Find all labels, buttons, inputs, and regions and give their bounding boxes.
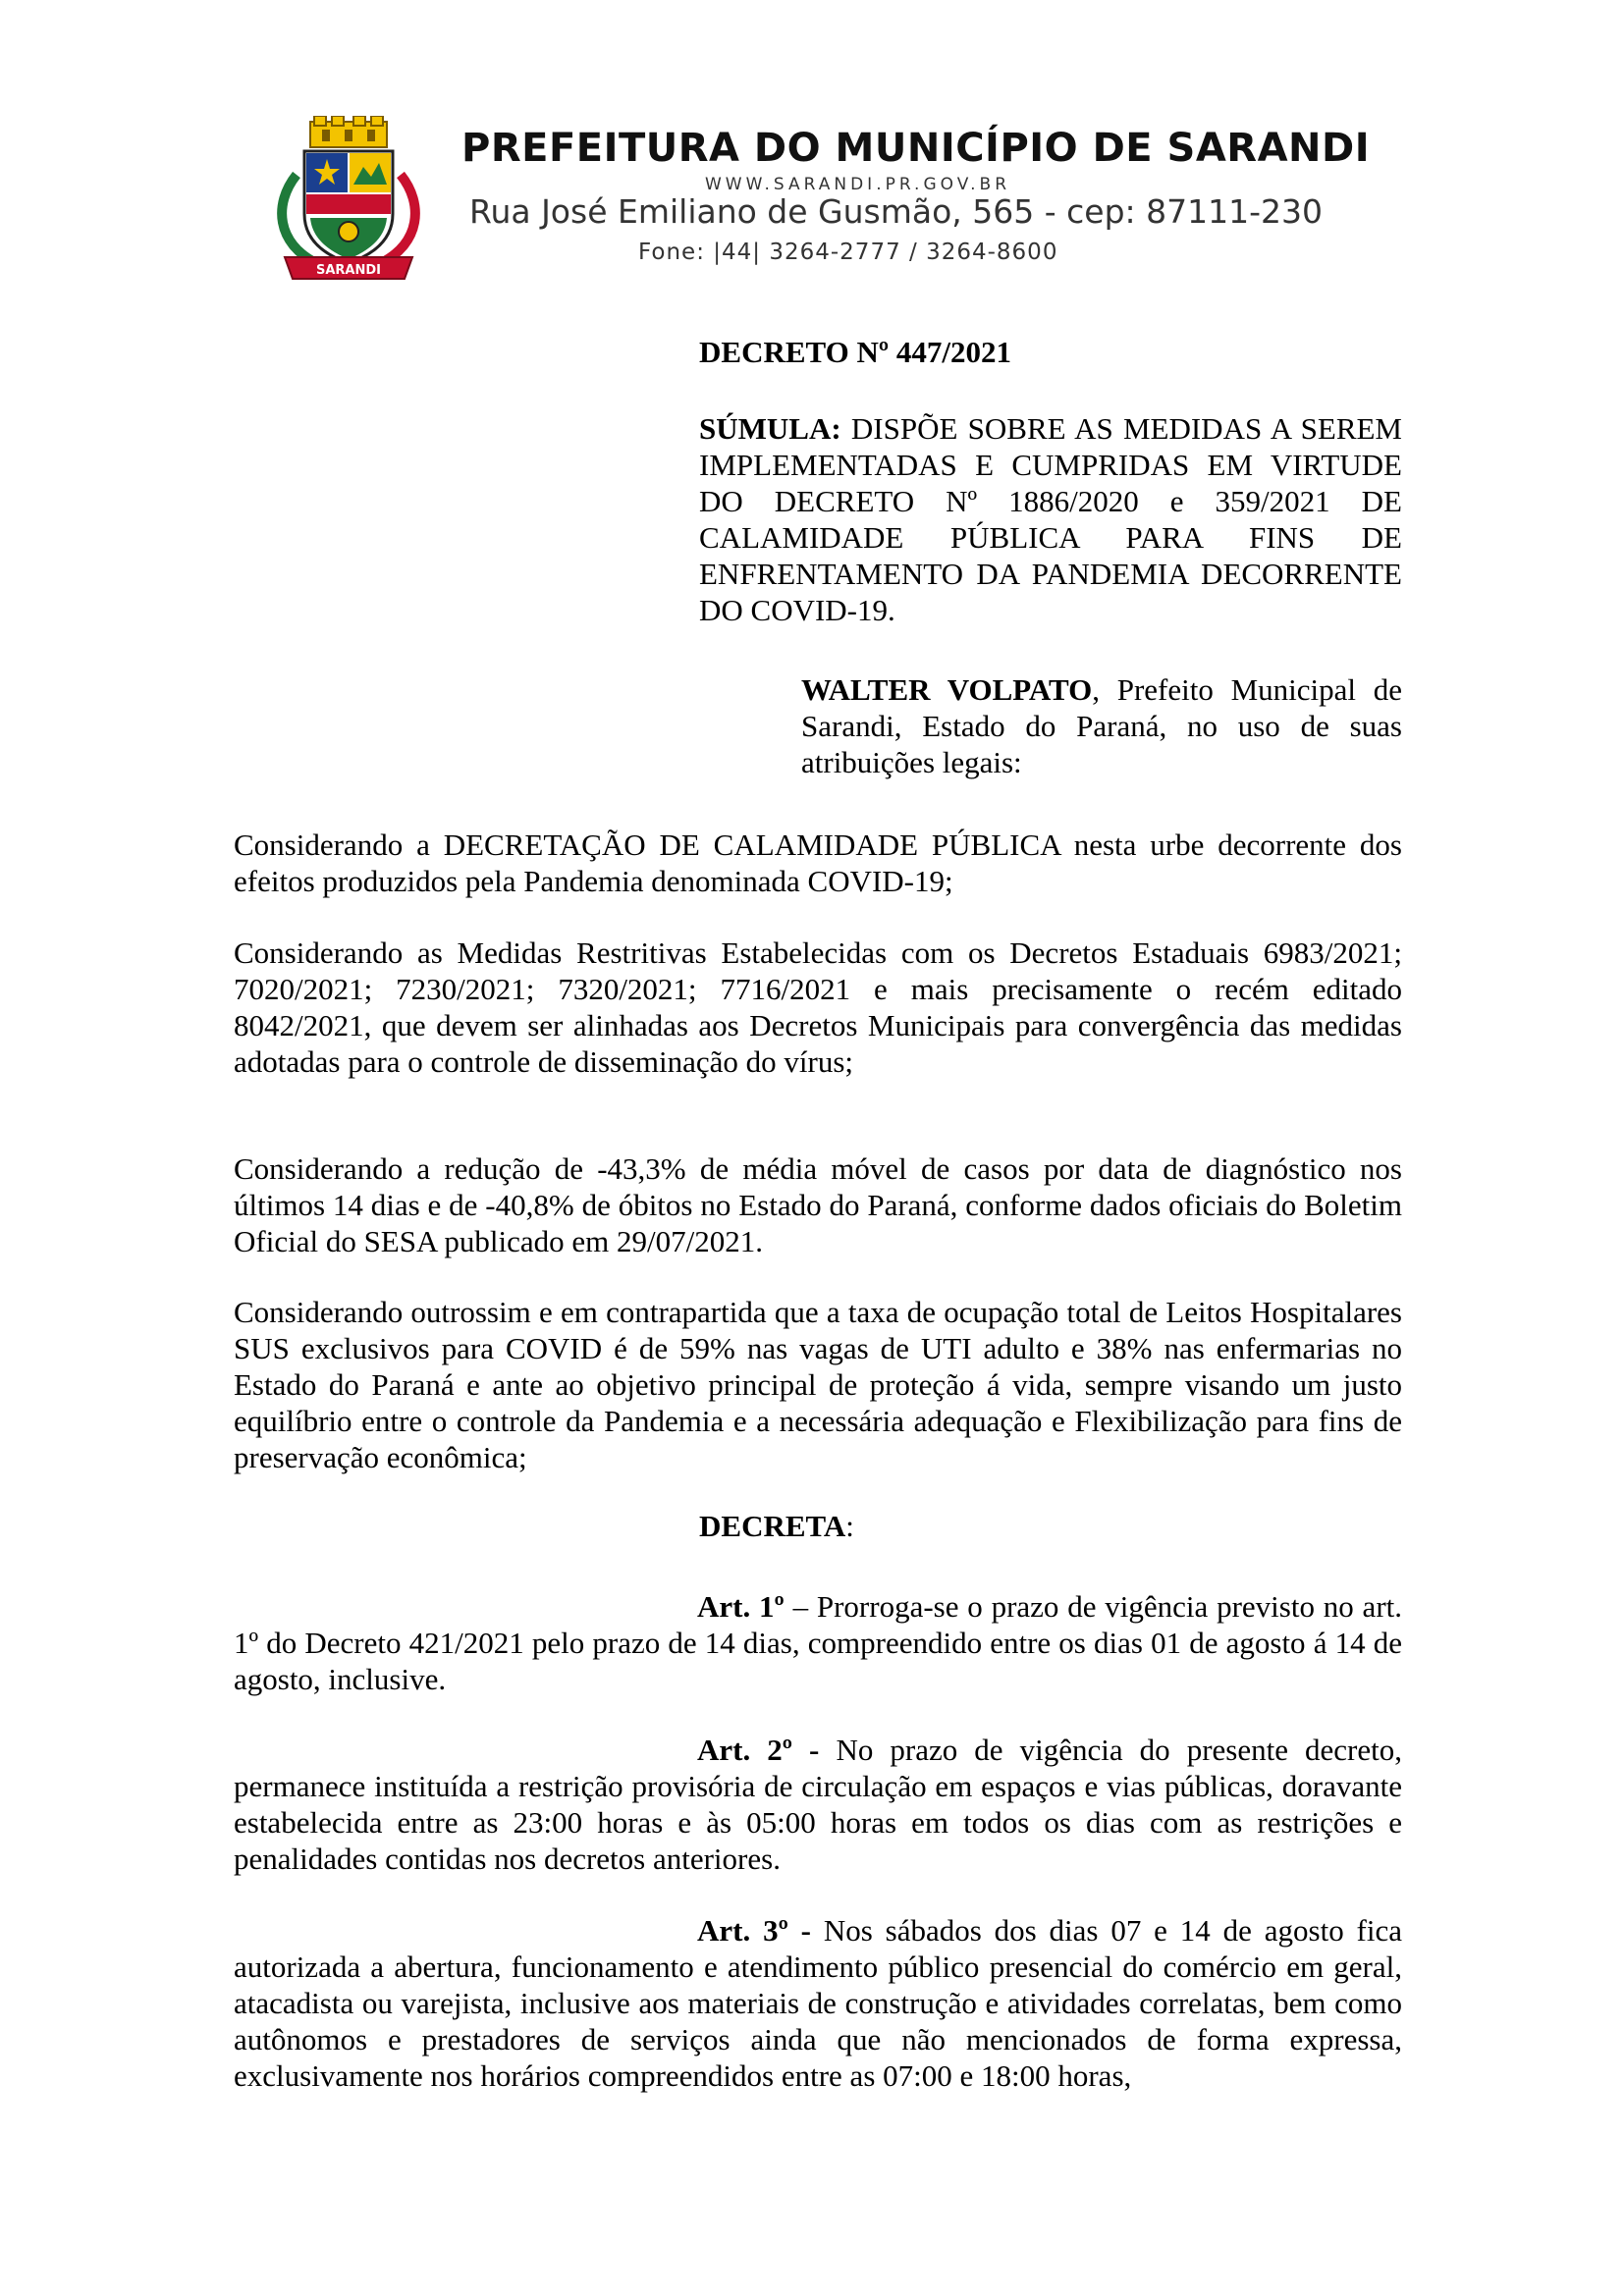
article-1 <box>234 1588 1402 1697</box>
article-2 <box>234 1732 1402 1877</box>
letterhead-address: Rua José Emiliano de Gusmão, 565 - cep: 87111-230 <box>469 192 1324 231</box>
article-text: – Prorroga-se o prazo de vigência previsto no art. 1º do Decreto 421/2021 pelo prazo de 14 dias, compreendido entre os dias 01 de agosto á 14 de agosto, inclusive. <box>234 1589 1403 1696</box>
considerando-paragraph: Considerando outrossim e em contrapartida que a taxa de ocupação total de Leitos Hospitalares SUS exclusivos para COVID é de 59% nas vagas de UTI adulto e 38% nas enfermarias no Estado do Paraná e ante ao objetivo principal de proteção á vida, sempre visando um justo equilíbrio entre o controle da Pandemia e a necessária adequação e Flexibilização para fins de preservação econômica; <box>234 1295 1402 1474</box>
letterhead-title: PREFEITURA DO MUNICÍPIO DE SARANDI <box>461 126 1371 171</box>
considerando-paragraph: Considerando as Medidas Restritivas Estabelecidas com os Decretos Estaduais 6983/2021; 7020/2021; 7230/2021; 7320/2021; 7716/2021 e mais precisamente o recém editado 8042/2021, que devem ser alinhadas aos Decretos Municipais para convergência das medidas adotadas para o controle de disseminação do vírus; <box>234 935 1402 1079</box>
letterhead-website: WWW.SARANDI.PR.GOV.BR <box>705 175 1011 194</box>
decree-title: DECRETO Nº 447/2021 <box>699 335 1011 369</box>
article-label: Art. 1º <box>697 1589 785 1624</box>
considerando-paragraph: Considerando a DECRETAÇÃO DE CALAMIDADE PÚBLICA nesta urbe decorrente dos efeitos produzidos pela Pandemia denominada COVID-19; <box>234 828 1402 898</box>
sumula-label: SÚMULA: <box>699 411 841 446</box>
article-label: Art. 2º - <box>697 1733 820 1767</box>
municipal-coat-of-arms <box>267 116 430 281</box>
considerando-paragraph: Considerando a redução de -43,3% de média móvel de casos por data de diagnóstico nos últimos 14 dias e de -40,8% de óbitos no Estado do Paraná, conforme dados oficiais do Boletim Oficial do SESA publicado em 29/07/2021. <box>234 1151 1402 1258</box>
decree-sumula <box>699 410 1402 628</box>
sumula-text: DISPÕE SOBRE AS MEDIDAS A SEREM IMPLEMENTADAS E CUMPRIDAS EM VIRTUDE DO DECRETO Nº 1886/2020 e 359/2021 DE CALAMIDADE PÚBLICA PARA FINS DE ENFRENTAMENTO DA PANDEMIA DECORRENTE DO COVID-19. <box>699 411 1402 627</box>
article-text: Nos sábados dos dias 07 e 14 de agosto fica autorizada a abertura, funcionamento e atendimento público presencial do comércio em geral, atacadista ou varejista, inclusive aos materiais de construção e atividades correlatas, bem como autônomos e prestadores de serviços ainda que não mencionados de forma expressa, exclusivamente nos horários compreendidos entre as 07:00 e 18:00 horas, <box>234 1913 1402 2093</box>
article-text: No prazo de vigência do presente decreto, permanece instituída a restrição provisória de circulação em espaços e vias públicas, doravante estabelecida entre as 23:00 horas e às 05:00 horas em todos os dias com as restrições e penalidades contidas nos decretos anteriores. <box>234 1733 1403 1876</box>
mayor-preamble <box>801 671 1402 780</box>
letterhead-phone: Fone: |44| 3264-2777 / 3264-8600 <box>638 240 1058 265</box>
article-label: Art. 3º - <box>697 1913 811 1948</box>
seal-ribbon-text: SARANDI <box>315 263 382 278</box>
article-3 <box>234 1912 1402 2094</box>
mayor-text: , Prefeito Municipal de Sarandi, Estado do Paraná, no uso de suas atribuições legais: <box>801 672 1402 779</box>
mayor-name: WALTER VOLPATO <box>801 672 1093 707</box>
decreta-heading: DECRETA: <box>699 1509 854 1543</box>
